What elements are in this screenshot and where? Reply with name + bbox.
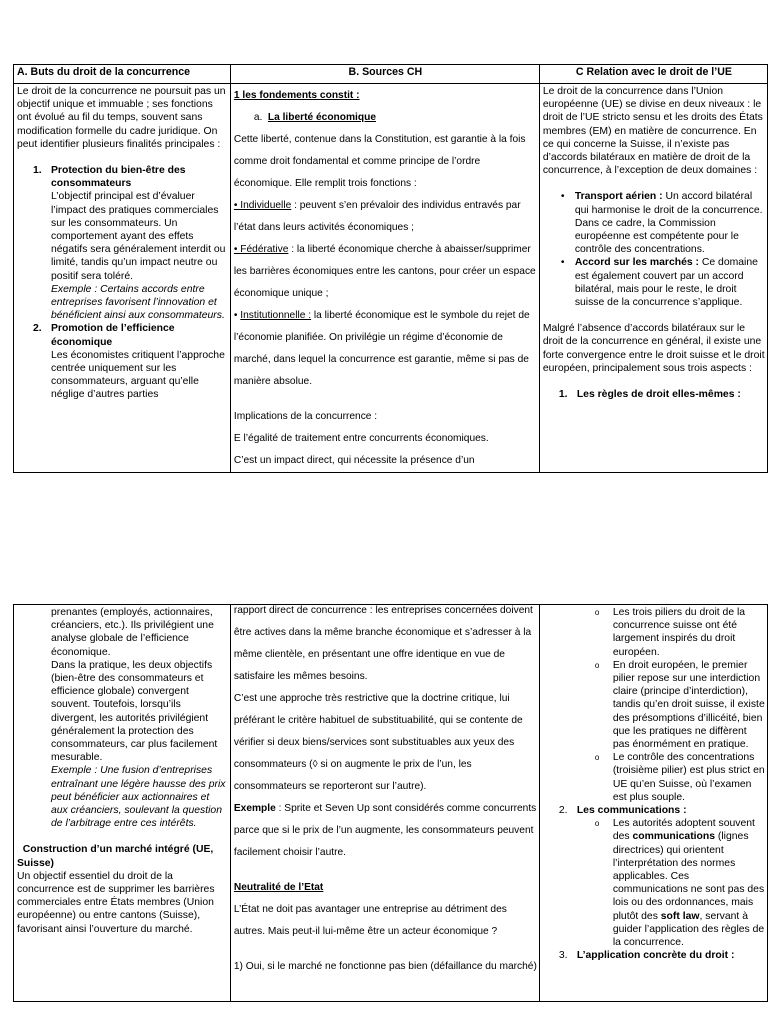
goals-intro: Le droit de la concurrence ne poursuit pas un objectif unique et immuable ; ses fonctions ont évolué au fil du temps, souvent sans modification formelle du cadre juridique. On peut identifier plusieurs finalités principales : <box>17 86 226 150</box>
goal-1-example: Exemple : Certains accords entre entreprises favorisent l’innovation et bénéficient ainsi aux consommateurs. <box>51 283 225 322</box>
eu-convergence-para: Malgré l’absence d’accords bilatéraux sur le droit de la concurrence en général, il existe une forte convergence entre le droit suisse et le droit européen, principalement sous trois aspects : <box>542 323 765 374</box>
table-row <box>14 605 768 1002</box>
neutrality-text: L’État ne doit pas avantager une entreprise au détriment des autres. Mais peut-il lui-même être un acteur économique ? <box>233 904 507 937</box>
list-item: • Transport aérien : Un accord bilatéral qui harmonise le droit de la concurrence. Dans ce cadre, la Commission européenne est compétente pour le contrôle des concentrations. <box>575 190 765 256</box>
header-col-b: B. Sources CH <box>230 65 539 84</box>
sources-critique: C’est une approche très restrictive que la doctrine critique, lui préférant le critère habituel de substituabilité, qui se contente de vérifier si deux biens/services sont substituables aux yeux des consommateurs (◊ si on augmente le prix de l’un, les consommateurs se reporteront sur l’autre). <box>233 693 523 792</box>
eu-intro: Le droit de la concurrence dans l’Union européenne (UE) se divise en deux niveaux : le droit de l’UE stricto sensu et les droits des États membres (EM) en matière de concurrence. En ce qui concerne la Suisse, il n’existe pas d’accords bilatéraux en matière de droit de la concurrence, à l’exception de deux domaines : <box>542 86 763 177</box>
table-block-bottom <box>13 604 768 1002</box>
sources-intro: Cette liberté, contenue dans la Constitution, est garantie à la fois comme droit fondamental et comme principe de l’ordre économique. Elle remplit trois fonctions : <box>233 134 526 189</box>
header-col-c: C Relation avec le droit de l’UE <box>539 65 767 84</box>
eu-item-2-title: Les communications <box>576 805 681 817</box>
table-row <box>14 84 768 473</box>
list-item: o Les autorités adoptent souvent des communications (lignes directrices) qui orientent l’interprétation des normes applicables. Ces communications ne sont pas des lois ou des ordonnances, mais plutôt des soft law, servant à guider l’application des règles de la concurrence. <box>594 818 765 949</box>
goal-1-number: 1. <box>33 165 42 177</box>
goal-1-title: Protection du bien-être des consommateurs <box>51 165 186 190</box>
header-col-a: A. Buts du droit de la concurrence <box>14 65 231 84</box>
sources-sub-letter: a. <box>253 112 263 123</box>
goal-1-text: L’objectif principal est d’évaluer l’impact des pratiques commerciales sur les consommateurs. Un comportement ayant des effets négatifs sera généralement interdit ou limité, tandis qu’un impact neutre ou positif sera toléré. <box>51 191 226 282</box>
function-institutional: • Institutionnelle : la liberté économique est le symbole du rejet de l’économie planifiée. On privilégie un régime d’économie de marché, dans lequel la concurrence est garantie, même si pas de manière absolue. <box>233 310 530 387</box>
neutrality-title: Neutralité de l’Etat <box>233 882 324 893</box>
cell-sources <box>230 84 539 473</box>
goal-2-continued: prenantes (employés, actionnaires, créanciers, etc.). Ils privilégient une analyse globale de l’efficience économique. <box>51 607 214 658</box>
goal-2-title: Promotion de l’efficience économique <box>51 323 175 348</box>
sources-example: Exemple : Sprite et Seven Up sont considérés comme concurrents parce que si le prix de l’un augmente, les consommateurs peuvent facilement choisir l’autre. <box>233 803 537 858</box>
goal-3-title: Construction d’un marché intégré (UE, Suisse) <box>17 844 214 869</box>
sources-sub-title: La liberté économique <box>267 112 376 123</box>
eu-domains-list <box>543 190 765 309</box>
list-item: o En droit européen, le premier pilier repose sur une interdiction claire (principe d’interdiction), tandis qu’en droit suisse, il existe des présomptions d’illicéité, bien que les pratiques ne diffèrent pas énormément en pratique. <box>594 659 765 751</box>
goal-3-text: Un objectif essentiel du droit de la concurrence est de supprimer les barrières commerciales entre États membres (Union européenne) ou entre cantons (Suisse), favorisant ainsi l’ouverture du marché. <box>17 870 215 935</box>
implications-title: Implications de la concurrence : <box>233 411 378 422</box>
implications-line-1: E l’égalité de traitement entre concurrents économiques. <box>233 433 489 444</box>
goal-2-text: Les économistes critiquent l’approche centrée uniquement sur les consommateurs, arguant qu’elle néglige d’autres parties <box>51 349 225 401</box>
goal-2-number: 2. <box>33 323 42 335</box>
eu-item-3-title: L’application concrète du droit <box>576 950 729 962</box>
sources-continued: rapport direct de concurrence : les entreprises concernées doivent être actives dans la même branche économique et s’adresser à la même clientèle, en présentant une offre identique en vue de satisfaire les mêmes besoins. <box>233 605 533 682</box>
cell-goals-continued <box>14 605 231 1002</box>
neutrality-answer-1: 1) Oui, si le marché ne fonctionne pas bien (défaillance du marché) <box>233 961 537 972</box>
table-block-top <box>13 64 768 473</box>
goal-2-example: Exemple : Une fusion d’entreprises entraînant une légère hausse des prix peut bénéficier aux actionnaires et aux créanciers, soulevant la question de l’arbitrage entre ces intérêts. <box>51 765 226 830</box>
implications-line-2: C’est un impact direct, qui nécessite la présence d’un <box>233 455 475 466</box>
goal-item-2 <box>17 322 228 401</box>
list-item: o Le contrôle des concentrations (troisième pilier) est plus strict en UE qu’en Suisse, où l’examen est plus souple. <box>594 752 765 803</box>
eu-item-2-number: 2. <box>558 805 568 817</box>
eu-item-1-title: Les règles de droit elles-mêmes : <box>576 389 741 401</box>
list-item: o Les trois piliers du droit de la concurrence suisse ont été largement inspirés du droit européen. <box>594 607 746 658</box>
sources-heading: 1 les fondements constit : <box>233 90 360 101</box>
eu-item-3-number: 3. <box>558 950 568 962</box>
cell-goals <box>14 84 231 473</box>
list-item: • Accord sur les marchés : Ce domaine est également couvert par un accord bilatéral, mais pour le reste, le droit suisse de la concurrence s’applique. <box>575 256 765 309</box>
eu-item-1-number: 1. <box>558 389 568 401</box>
cell-sources-continued <box>230 605 539 1002</box>
goal-2-convergence: Dans la pratique, les deux objectifs (bien-être des consommateurs et efficience globale) convergent souvent. Toutefois, lorsqu’ils divergent, les autorités privilégient généralement la protection des consommateurs, car plus facilement mesurable. <box>51 659 218 764</box>
cell-eu-relation <box>539 84 767 473</box>
cell-eu-continued: o Les trois piliers du droit de la concurrence suisse ont été largement inspirés du droit européen. o En droit européen, le premier pilier repose sur une interdiction claire (principe d’interdiction), tandis qu’en droit suisse, il existe des présomptions d’illicéité, bien que les pratiques ne diffèrent pas énormément en pratique. o Le contrôle des concentrations (troisième pilier) est plus strict en UE qu’en Suisse, où l’examen est plus souple. 2. Les communications : o Les autorités adoptent souvent des communications (lignes directrices) qui orientent l’interprétation des normes applicables. Ces communications ne sont pas des lois ou des ordonnances, mais plutôt des soft law, servant à guider l’application des règles de la concurrence. 3. L’application concrète du droit : <box>539 605 767 1002</box>
goal-item-1 <box>17 164 228 322</box>
table-header-row <box>14 65 768 84</box>
function-federative: • Fédérative : la liberté économique cherche à abaisser/supprimer les barrières économiques entre les cantons, pour créer un espace économique unique ; <box>233 244 536 299</box>
function-individual: • Individuelle : peuvent s’en prévaloir des individus entravés par l’état dans leurs activités économiques ; <box>233 200 521 233</box>
